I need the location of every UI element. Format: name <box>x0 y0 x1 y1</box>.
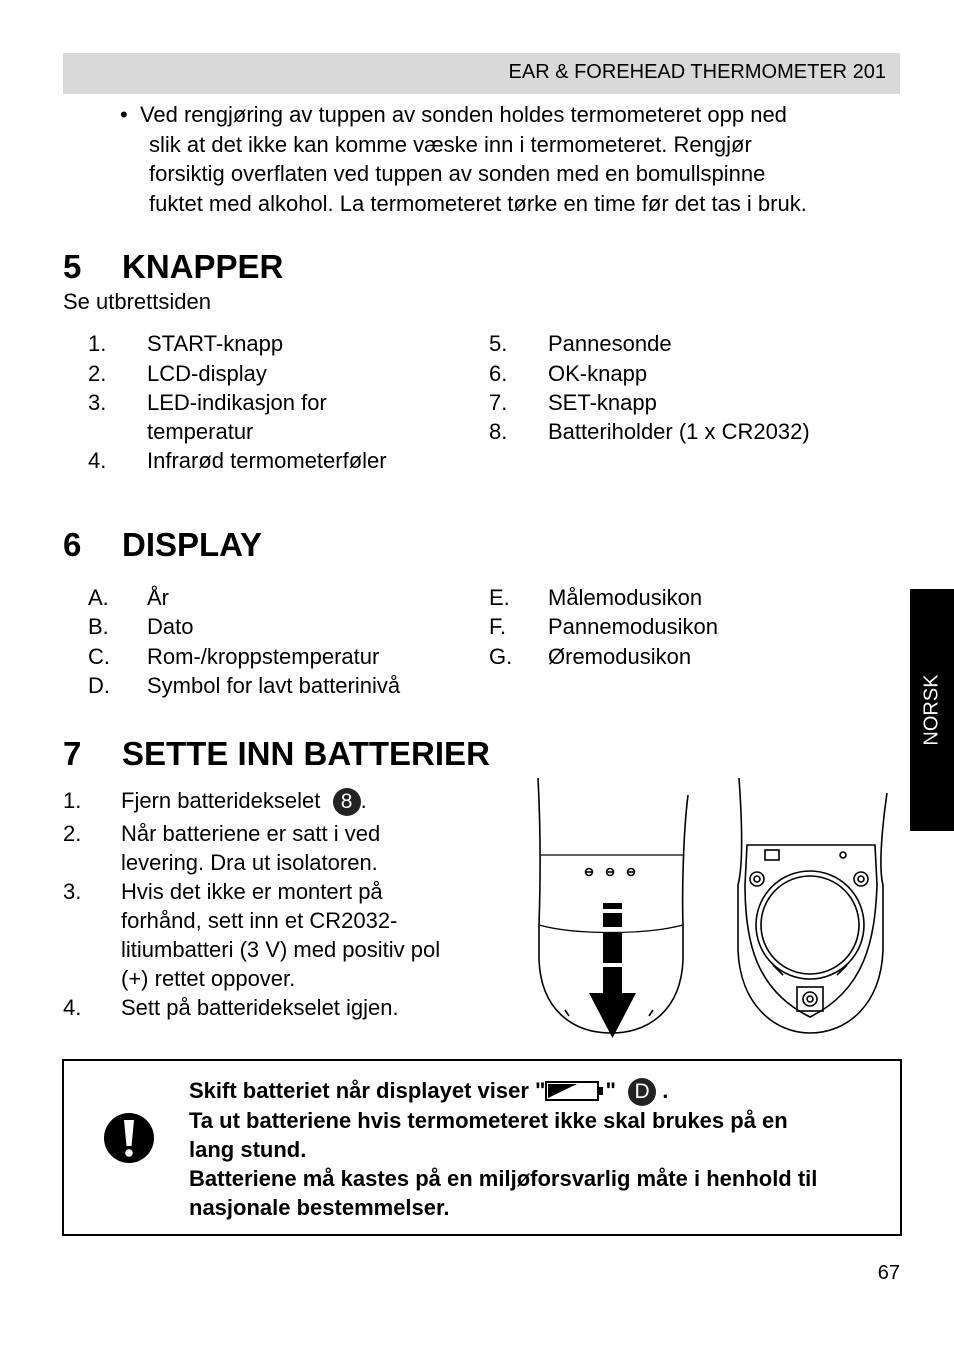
item-text: Pannemodusikon <box>548 614 719 639</box>
section-number: 7 <box>63 735 82 772</box>
section-5-subtitle: Se utbrettsiden <box>63 289 211 314</box>
intro-bullet <box>120 100 910 218</box>
section-title: KNAPPER <box>122 248 284 285</box>
item-letter: B. <box>88 614 109 639</box>
language-tab-label: NORSK <box>920 674 943 746</box>
callout-badge-d: D <box>628 1078 656 1106</box>
notice-text-segment: Skift batteriet når displayet viser " <box>189 1078 546 1103</box>
item-text: LCD-display <box>147 361 267 386</box>
item-text: LED-indikasjon for <box>147 390 327 415</box>
item-letter: G. <box>489 644 513 669</box>
item-text: Sett på batteridekselet igjen. <box>121 995 399 1020</box>
item-text: litiumbatteri (3 V) med positiv pol <box>121 937 441 962</box>
item-text: START-knapp <box>147 331 284 356</box>
item-number: 3. <box>63 879 82 904</box>
item-number: 2. <box>63 821 82 846</box>
item-letter: A. <box>88 585 109 610</box>
item-number: 2. <box>88 361 107 386</box>
item-number: 3. <box>88 390 107 415</box>
warning-exclamation-icon <box>103 1112 155 1164</box>
item-punct: . <box>360 788 367 813</box>
section-title: DISPLAY <box>122 526 262 563</box>
item-number: 4. <box>63 995 82 1020</box>
item-text: OK-knapp <box>548 361 648 386</box>
item-text: forhånd, sett inn et CR2032- <box>121 908 398 933</box>
item-number: 1. <box>88 331 107 356</box>
bullet-line-1 <box>120 100 910 130</box>
downward-arrow-icon <box>589 903 636 1038</box>
notice-line-3: lang stund. <box>189 1137 307 1163</box>
item-text: Pannesonde <box>548 331 672 356</box>
item-text: Målemodusikon <box>548 585 703 610</box>
item-text-wrap <box>121 786 367 816</box>
item-letter: D. <box>88 673 110 698</box>
low-battery-icon <box>545 1080 605 1102</box>
notice-line-1 <box>189 1076 894 1106</box>
item-text: Når batteriene er satt i ved <box>121 821 381 846</box>
notice-text <box>189 1076 894 1222</box>
item-text: levering. Dra ut isolatoren. <box>121 850 378 875</box>
notice-line-5: nasjonale bestemmelser. <box>189 1195 450 1221</box>
item-letter: F. <box>489 614 507 639</box>
thermometer-back-open <box>738 778 887 1033</box>
item-number: 7. <box>489 390 508 415</box>
item-number: 8. <box>489 419 508 444</box>
item-number: 6. <box>489 361 508 386</box>
item-text: Symbol for lavt batterinivå <box>147 673 401 698</box>
section-number: 6 <box>63 526 82 563</box>
section-number: 5 <box>63 248 82 285</box>
callout-badge-8: 8 <box>333 788 361 816</box>
section-7-heading <box>63 735 490 773</box>
item-text: Infrarød termometerføler <box>147 448 387 473</box>
header-title: EAR & FOREHEAD THERMOMETER 201 <box>508 61 886 83</box>
item-text: Fjern batteridekselet <box>121 788 321 813</box>
item-text: Hvis det ikke er montert på <box>121 879 383 904</box>
item-number: 5. <box>489 331 508 356</box>
item-text: (+) rettet oppover. <box>121 966 296 991</box>
item-text: Dato <box>147 614 194 639</box>
item-text: Øremodusikon <box>548 644 692 669</box>
item-text: SET-knapp <box>548 390 657 415</box>
bullet-line-2: slik at det ikke kan komme væske inn i termometeret. Rengjør <box>149 131 752 157</box>
bullet-text: Ved rengjøring av tuppen av sonden holdes termometeret opp ned <box>139 102 787 127</box>
battery-illustration <box>525 775 897 1045</box>
language-tab <box>910 589 954 831</box>
item-text: Rom-/kroppstemperatur <box>147 644 380 669</box>
bullet-line-4: fuktet med alkohol. La termometeret tørke en time før det tas i bruk. <box>149 190 807 216</box>
section-6-heading <box>63 526 262 564</box>
item-text: Batteriholder (1 x CR2032) <box>548 419 810 444</box>
item-letter: C. <box>88 644 110 669</box>
notice-line-4: Batteriene må kastes på en miljøforsvarlig måte i henhold til <box>189 1166 818 1192</box>
notice-line-2: Ta ut batteriene hvis termometeret ikke skal brukes på en <box>189 1108 788 1134</box>
item-number: 1. <box>63 788 82 813</box>
bullet-marker: • <box>120 102 128 127</box>
page-number: 67 <box>877 1262 900 1284</box>
item-text: temperatur <box>147 419 254 444</box>
item-number: 4. <box>88 448 107 473</box>
section-title: SETTE INN BATTERIER <box>122 735 490 772</box>
notice-text-segment: " <box>605 1078 616 1103</box>
item-letter: E. <box>489 585 510 610</box>
item-text: År <box>147 585 169 610</box>
notice-text-segment: . <box>662 1078 669 1103</box>
section-5-heading <box>63 248 283 286</box>
bullet-line-3: forsiktig overflaten ved tuppen av sonden med en bomullspinne <box>149 161 766 186</box>
